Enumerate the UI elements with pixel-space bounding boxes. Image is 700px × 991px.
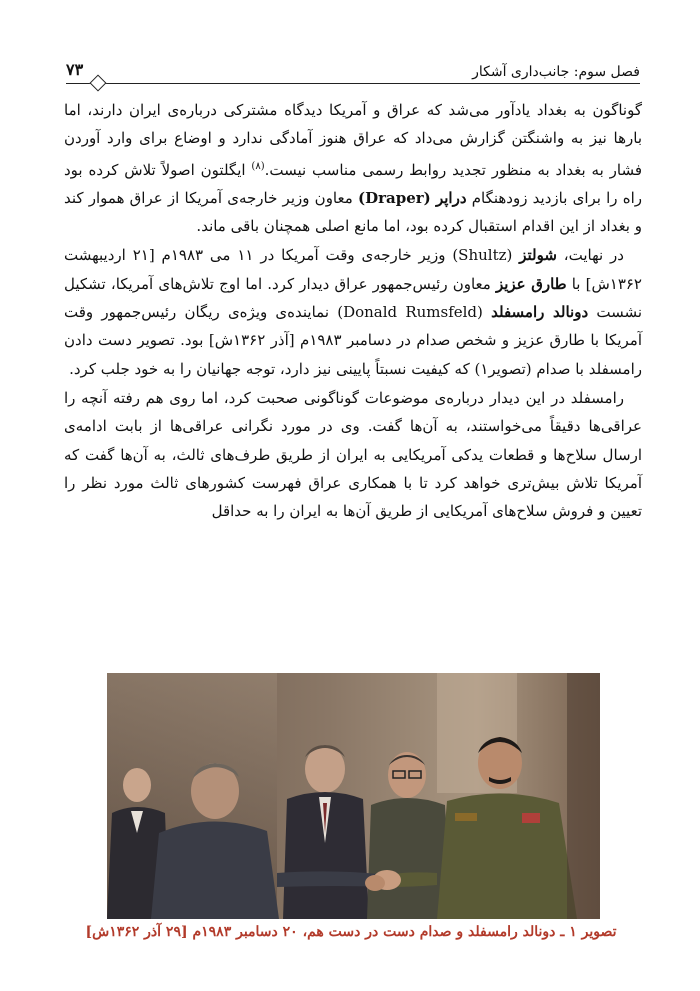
chapter-title: فصل سوم: جانب‌داری آشکار	[472, 64, 640, 80]
bold-term: شولتز	[519, 246, 557, 265]
paragraph	[64, 96, 642, 240]
text-run: در نهایت،	[556, 246, 624, 265]
bold-term: طارق عزیز	[495, 274, 567, 293]
text-run: (Shultz) وزیر خارجه‌ی وقت آمریکا در ۱۱ می ۱۹۸۳م [۲۱ اردیبهشت ۱۳۶۲ش] با	[64, 246, 642, 293]
paragraph	[64, 384, 642, 525]
page-number: ۷۳	[66, 60, 84, 79]
text-run: ایگلتون اصولاً تلاش کرده بود راه را برای بازدید زودهنگام	[64, 160, 643, 207]
text-run: معاون رئیس‌جمهور عراق دیدار کرد. اما اوج تلاش‌های آمریکا، تشکیل نشست	[64, 274, 643, 322]
text-run: معاون وزیر خارجه‌ی آمریکا از عراق هموار کند و بغداد از این اقدام استقبال کرده بود، اما مانع اصلی همچنان باقی ماند.	[64, 188, 642, 236]
footnote-ref: (۸)	[251, 160, 265, 172]
paragraph	[64, 241, 642, 382]
text-run: رامسفلد در این دیدار درباره‌ی موضوعات گوناگونی صحبت کرد، اما روی هم رفته آنچه را عراقی‌ها دقیقاً می‌خواستند، به آن‌ها گفت. وی در مورد نگرانی عراقی‌ها از بابت ادامه‌ی ارسال سلاح‌ها و قطعات یدکی آمریکایی به ایران از طریق طرف‌های ثالث، به آن‌ها گفت که آمریکا تلاش بیش‌تری خواهد کرد تا با همکاری عراق فهرست کشورهای ثالث مورد نظر را تعیین و فروش سلاح‌های آمریکایی از طریق آن‌ها به ایران را به حداقل	[64, 388, 642, 521]
text-run: (Donald Rumsfeld) نماینده‌ی ویژه‌ی ریگان رئیس‌جمهور وقت آمریکا با طارق عزیز و شخص صدام در دسامبر ۱۹۸۳م [آذر ۱۳۶۲ش] بود. تصویر دست دادن رامسفلد با صدام (تصویر۱) که کیفیت نسبتاً پایینی نیز دارد، توجه جهانیان را به خود جلب کرد.	[64, 303, 642, 378]
figure-photo	[107, 673, 600, 919]
handshake-photo	[107, 673, 600, 919]
bold-term: دراپر	[435, 188, 467, 207]
figure-caption: تصویر ۱ ـ دونالد رامسفلد و صدام دست در دست هم، ۲۰ دسامبر ۱۹۸۳م [۲۹ آذر ۱۳۶۲ش]	[85, 924, 617, 940]
header-rule	[66, 83, 640, 84]
bold-term: دونالد رامسفلد	[491, 303, 589, 322]
body-text	[64, 96, 642, 526]
bold-term: (Draper)	[357, 188, 431, 207]
text-run: گوناگون به بغداد یادآور می‌شد که عراق و آمریکا دیدگاه مشترکی درباره‌ی ایران دارند، اما بارها نیز به واشنگتن گزارش می‌داد که عراق هنوز آمادگی ندارد و اوضاع برای وارد آوردن فشار به بغداد به منظور تجدید روابط رسمی مناسب نیست.	[64, 101, 642, 179]
